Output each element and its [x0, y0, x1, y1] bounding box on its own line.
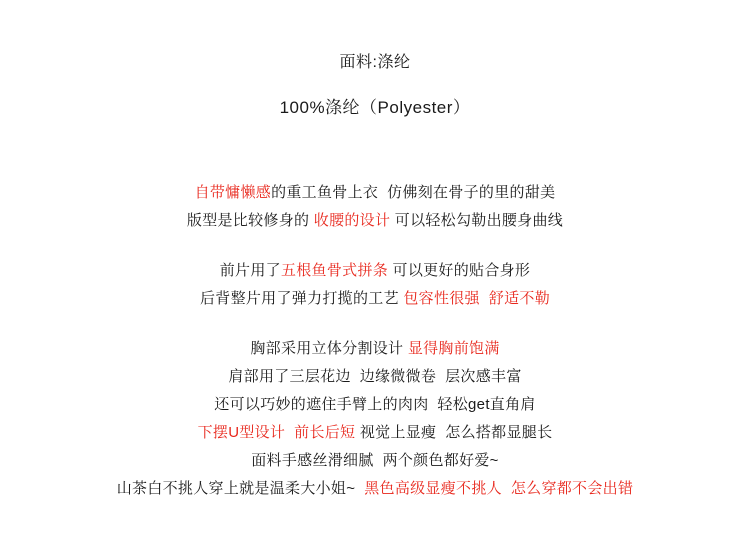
description-line	[0, 335, 750, 363]
fabric-title: 面料:涤纶	[339, 54, 411, 71]
body-text: 胸部采用立体分割设计	[250, 340, 408, 357]
body-text: 山茶白不挑人穿上就是温柔大小姐~	[116, 480, 360, 497]
body-text: 前片用了	[219, 262, 281, 279]
description-line	[0, 257, 750, 285]
description-line	[0, 475, 750, 503]
description-line	[0, 363, 750, 391]
body-text: 面料手感丝滑细腻 两个颜色都好爱~	[251, 452, 499, 469]
description-paragraph	[0, 179, 750, 235]
body-text: 还可以巧妙的遮住手臂上的肉肉 轻松get直角肩	[214, 396, 536, 413]
highlight-text: 黑色高级显瘦不挑人 怎么穿都不会出错	[359, 480, 634, 497]
body-text: 的重工鱼骨上衣 仿佛刻在骨子的里的甜美	[271, 184, 556, 201]
description-line	[0, 207, 750, 235]
fabric-header	[0, 0, 750, 119]
description-line	[0, 447, 750, 475]
product-description	[0, 179, 750, 503]
description-line	[0, 285, 750, 313]
body-text: 可以轻松勾勒出腰身曲线	[390, 212, 564, 229]
fabric-subtitle: 100%涤纶（Polyester）	[279, 98, 471, 117]
highlight-text: 五根鱼骨式拼条	[280, 262, 389, 279]
highlight-text: 包容性很强 舒适不勒	[403, 290, 550, 307]
description-line	[0, 419, 750, 447]
highlight-text: 收腰的设计	[313, 212, 391, 229]
highlight-text: 显得胸前饱满	[407, 340, 500, 357]
highlight-text: 下摆U型设计 前长后短	[197, 424, 356, 441]
description-line	[0, 179, 750, 207]
body-text: 后背整片用了弹力打揽的工艺	[199, 290, 404, 307]
body-text: 肩部用了三层花边 边缘微微卷 层次感丰富	[228, 368, 522, 385]
description-line	[0, 391, 750, 419]
description-paragraph	[0, 335, 750, 503]
description-paragraph	[0, 257, 750, 313]
highlight-text: 自带慵懒感	[194, 184, 272, 201]
body-text: 版型是比较修身的	[186, 212, 314, 229]
body-text: 可以更好的贴合身形	[388, 262, 531, 279]
body-text: 视觉上显瘦 怎么搭都显腿长	[355, 424, 553, 441]
